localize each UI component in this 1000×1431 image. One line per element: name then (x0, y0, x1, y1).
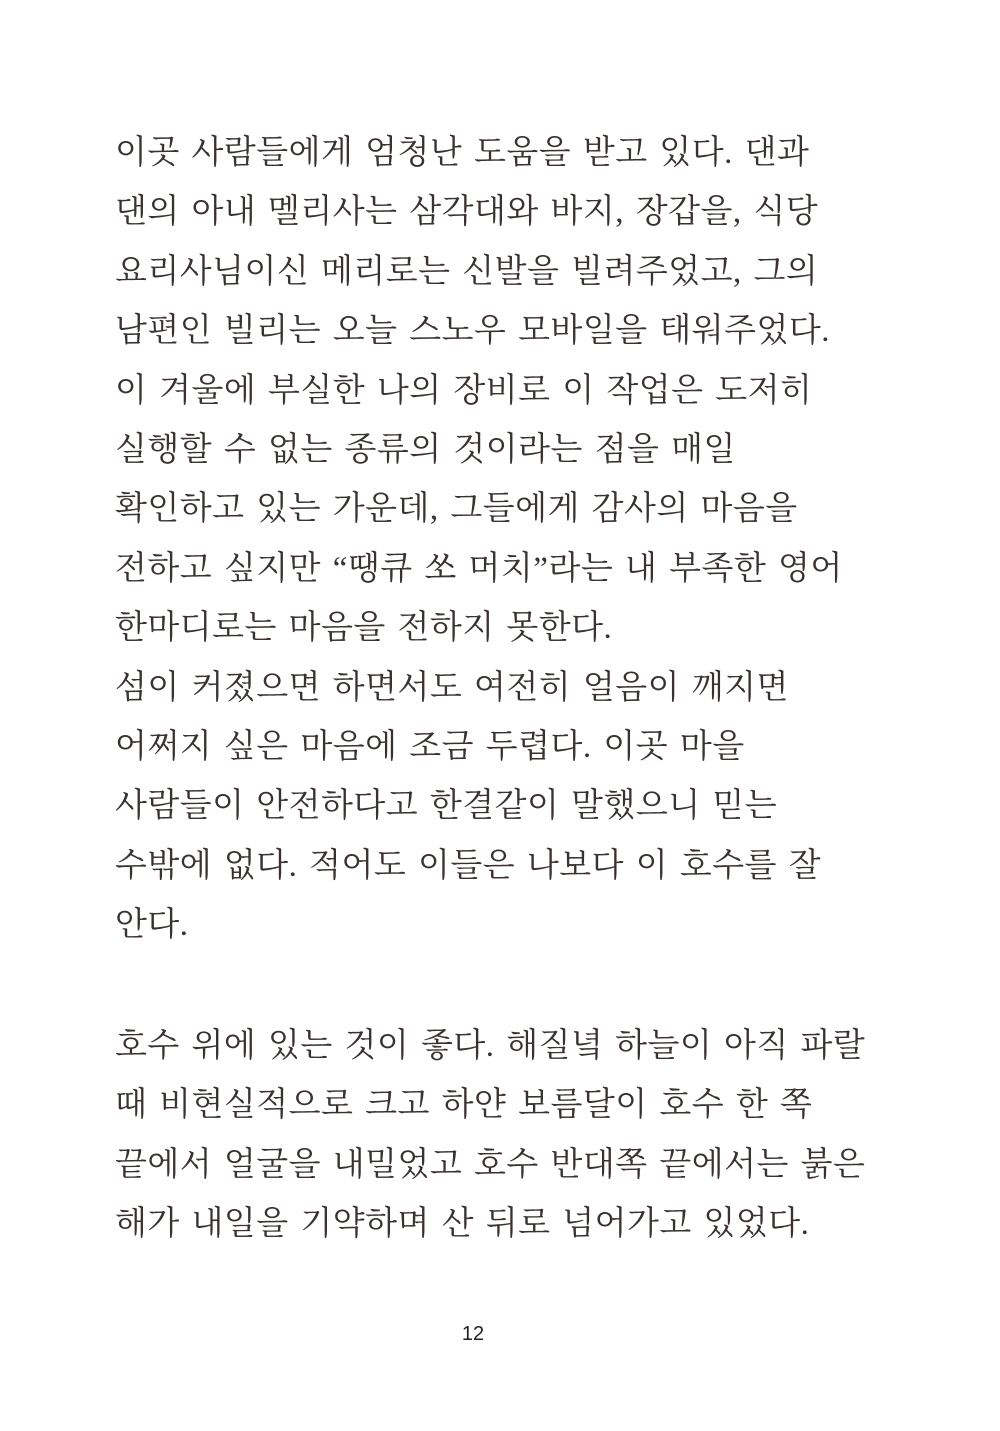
page-number: 12 (461, 1323, 485, 1345)
text-line: 때 비현실적으로 크고 하얀 보름달이 호수 한 쪽 (115, 1087, 813, 1124)
paragraph-2 (115, 1017, 866, 1255)
text-line: 끝에서 얼굴을 내밀었고 호수 반대쪽 끝에서는 붉은 (115, 1146, 866, 1183)
text-line: 한마디로는 마음을 전하지 못한다. (115, 610, 613, 647)
text-line: 안다. (115, 907, 189, 944)
text-line: 남편인 빌리는 오늘 스노우 모바일을 태워주었다. (115, 313, 831, 350)
text-line: 수밖에 없다. 적어도 이들은 나보다 이 호수를 잘 (115, 847, 822, 884)
text-line: 호수 위에 있는 것이 좋다. 해질녘 하늘이 아직 파랄 (115, 1027, 866, 1064)
text-line: 이곳 사람들에게 엄청난 도움을 받고 있다. 댄과 (115, 135, 810, 171)
text-line: 실행할 수 없는 종류의 것이라는 점을 매일 (115, 432, 736, 469)
text-line: 어쩌지 싶은 마음에 조금 두렵다. 이곳 마을 (115, 729, 745, 766)
text-line: 확인하고 있는 가운데, 그들에게 감사의 마음을 (115, 491, 798, 528)
text-line: 섬이 커졌으면 하면서도 여전히 얼음이 깨지면 (115, 669, 789, 706)
text-line: 해가 내일을 기약하며 산 뒤로 넘어가고 있었다. (115, 1205, 810, 1242)
text-line: 댄의 아내 멜리사는 삼각대와 바지, 장갑을, 식당 (115, 194, 819, 231)
page-text (115, 124, 866, 1254)
text-line: 이 겨울에 부실한 나의 장비로 이 작업은 도저히 (115, 372, 813, 409)
text-line: 전하고 싶지만 “땡큐 쏘 머치”라는 내 부족한 영어 (115, 550, 843, 587)
text-line: 사람들이 안전하다고 한결같이 말했으니 믿는 (115, 788, 778, 825)
text-line: 요리사님이신 메리로는 신발을 빌려주었고, 그의 (115, 253, 819, 290)
paragraph-1 (115, 124, 843, 956)
